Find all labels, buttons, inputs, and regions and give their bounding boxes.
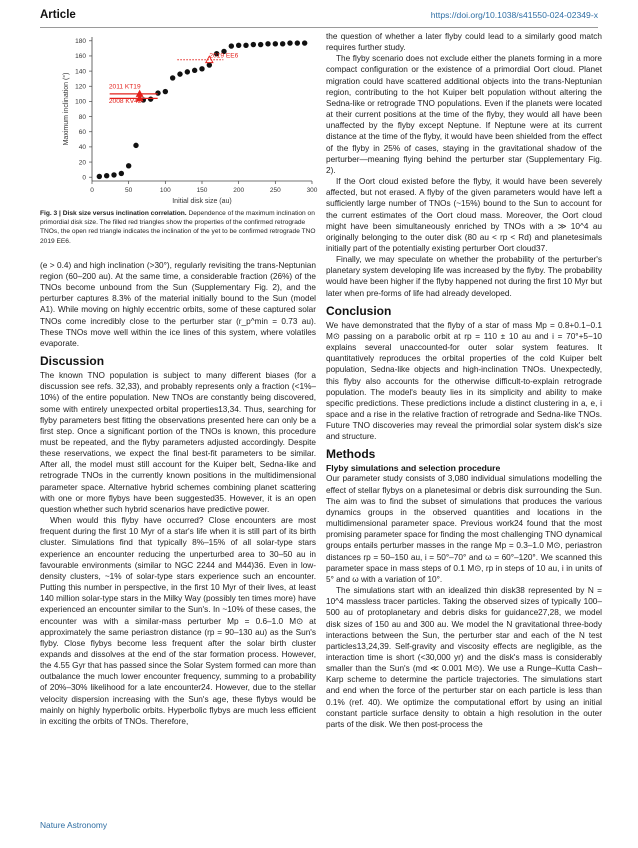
discussion-paragraph-1: The known TNO population is subject to many different biases (for a discussion see refs. 32,33), and probably represents only a fraction (<1%–10%) of the entire population. New TNOs are constantly being discovered, some with entirely unexpected orbital properties13,34. Thus, searching for flyby parameters best fitting the observations presented here can only be a first step. Once a significant portion of the TNOs is known, this procedure must be repeated, and the flyby parameters adjusted accordingly. Despite these reservations, we expect the final best-fit parameters to be similar. After all, the model must still account for the Kuiper belt, Sedna-like and retrograde TNOs in the currently known positions in the multidimensional parameter space. Alternative hybrid schemes combining planet scattering with one or more flybys have been suggested35. However, it is an open question whether such hybrid scenarios have predictive power. — [40, 371, 316, 514]
data-point — [273, 41, 278, 46]
right-paragraph-4: Finally, we may speculate on whether the probability of the perturber's planetary system developing life was increased by the flyby. The probability would have been higher if the flyby happened not during the first 10 Myr but later when pre-forms of life had already developed. — [326, 255, 602, 298]
data-point — [133, 143, 138, 148]
right-paragraph-1: the question of whether a later flyby could lead to a similarly good match requires further study. — [326, 32, 602, 53]
x-tick-label: 200 — [233, 187, 245, 194]
chart-labels — [62, 52, 239, 205]
caption-title: Fig. 3 | Disk size versus inclination correlation. — [40, 210, 187, 217]
chart-marks — [97, 40, 308, 179]
x-tick-label: 100 — [159, 187, 171, 194]
figure-caption — [40, 209, 316, 246]
x-tick-label: 300 — [306, 187, 318, 194]
right-paragraph-2: The flyby scenario does not exclude either the planets forming in a more compact configuration or the existence of a primordial Oort cloud. Planet migration could have scattered additional objects into the trans-Neptunian region, contributing to the hot Kuiper belt population without altering the Sedna-like or retrograde TNO populations. Even if the planets were located at their current positions at the time of the flyby, they would all have been unaffected by the flyby except Neptune. If Neptune were at its current distance at the time of the flyby, it would have been shielded from the effect of the flyby in 25% of cases, staying in the gravitational shadow of the perturber—meaning flying behind the perturber star (Supplementary Fig. 2). — [326, 54, 602, 175]
doi-link[interactable]: https://doi.org/10.1038/s41550-024-02349-x — [430, 10, 598, 20]
data-point — [192, 68, 197, 73]
data-point — [207, 62, 212, 67]
data-point — [126, 163, 131, 168]
data-point — [251, 42, 256, 47]
conclusion-heading: Conclusion — [326, 303, 392, 318]
y-tick-label: 140 — [75, 68, 86, 76]
y-tick-label: 40 — [78, 144, 86, 152]
data-point — [97, 174, 102, 179]
right-column — [326, 31, 602, 730]
y-tick-label: 0 — [82, 174, 86, 182]
y-tick-label: 80 — [78, 113, 86, 121]
x-tick-label: 250 — [269, 187, 281, 194]
discussion-paragraph-2: When would this flyby have occurred? Close encounters are most frequent during the first 10 Myr of a star's life when it is still part of its birth cluster. Simulations find that typically 8%–15% of all solar-type stars experience an encounter reducing the unperturbed area to 30–50 au in favourable environments (similar to NGC 2244 and M44)36. Even in low-density clusters, ~1% of solar-type stars experience such an encounter. Putting this number in perspective, in the first 10 Myr of their lives, at least 140 million solar-type stars in the Milky Way (possibly ten times more) have experienced an encounter similar to the Sun's. In ~10% of these cases, the encounter was with a similar-mass perturber Mp = 0.6–1.0 M⊙ at approximately the same periastron distance (rp = 90–130 au) as the Sun's flyby. Close flybys become less frequent after the solar birth cluster expands and dissolves at the end of the star formation process. However, the 4.55 Gyr that has passed since the Solar System formed can more than outbalance the much lower encounter frequency, summing to a probability of 20%–30% likelihood for a late encounter24. However, due to the stellar velocity dispersion increasing with the Sun's age, these flybys would be mainly on highly hyperbolic orbits. Hyperbolic flybys are much less efficient in exciting the orbits of TNOs. Therefore, — [40, 516, 316, 726]
annotation-label: 2008 KV42 — [108, 97, 142, 105]
data-point — [243, 43, 248, 48]
data-point — [119, 171, 124, 176]
left-column — [40, 31, 316, 727]
discussion-heading: Discussion — [40, 354, 105, 369]
right-paragraph-3: If the Oort cloud existed before the flyby, it would have been severely affected, but not erased. A flyby of the given parameters would have left a sufficiently large number of TNOs (~15%) bound to the Sun to account for the current estimates of the Oort cloud mass. Moreover, the Oort cloud might have been simultaneously enriched by TNOs with a ≫ 10^4 au originally belonging to the outer disk (80 au < rp < Rd) and planetesimals initially part of the potentially existing perturber Oort cloud37. — [326, 177, 602, 253]
data-point — [170, 75, 175, 80]
y-tick-label: 120 — [75, 83, 86, 91]
left-text-block — [40, 260, 316, 727]
data-point — [199, 66, 204, 71]
data-point — [287, 40, 292, 45]
y-tick-label: 180 — [75, 37, 86, 45]
data-point — [163, 89, 168, 94]
results-paragraph: (e > 0.4) and high inclination (>30°), regularly revisiting the trans-Neptunian region (60–200 au). At the same time, a considerable fraction (26%) of the TNOs become unbound from the Sun (Supplementary Fig. 2), and the perturber captures 8.3% of the material initially bound to the Sun (model A1). While moving on highly eccentric orbits, some of these captured solar TNOs come incredibly close to the perturber star (r_p^min = 0.73 au). These TNOs move well within the ice lines of this system, where volatiles evaporate. — [40, 260, 316, 348]
chart-axes — [92, 37, 312, 181]
header-divider — [40, 27, 598, 28]
data-point — [185, 69, 190, 74]
data-point — [148, 96, 153, 101]
section-label: Article — [40, 9, 76, 21]
annotation-label: 2011 KT19 — [108, 83, 141, 91]
methods-subheading: Flyby simulations and selection procedure — [326, 463, 501, 474]
data-point — [155, 90, 160, 95]
inclination-scatter-chart — [40, 31, 316, 205]
caption-text: Dependence of the maximum inclination on primordial disk size. The filled red triangles show the properties of the confirmed retrograde TNOs, the open red triangle indicates the inclination of the yet to be confirmed retrograde TNO 2019 EE6. — [40, 210, 316, 245]
data-point — [111, 172, 116, 177]
data-point — [258, 42, 263, 47]
y-tick-label: 60 — [78, 128, 86, 136]
methods-heading: Methods — [326, 447, 376, 462]
chart-ticks — [75, 38, 318, 194]
data-point — [236, 43, 241, 48]
journal-name: Nature Astronomy — [40, 820, 108, 830]
data-point — [295, 40, 300, 45]
x-tick-label: 150 — [196, 187, 208, 194]
data-point — [229, 43, 234, 48]
data-point — [265, 41, 270, 46]
y-tick-label: 20 — [78, 159, 86, 167]
data-point — [104, 173, 109, 178]
annotation-label: 2019 EE6 — [209, 52, 239, 60]
y-tick-label: 160 — [75, 53, 86, 61]
y-tick-label: 100 — [75, 98, 86, 106]
methods-paragraph-2: The simulations start with an idealized thin disk38 represented by N = 10^4 massless tracer particles. Taking the observed sizes of typically 100–500 au of protoplanetary and debris disks for guidance27,28, we model disk sizes of 150 au and 300 au. We model the N gravitational three-body interactions between the Sun, the perturber star and each of the N test particles13,24,39. Self-gravity and viscosity effects are negligible, as the interaction time is short (<30,000 yr) and the disk's mass is considerably smaller than the Sun's (md ≪ 0.001 M⊙). We use a Runge–Kutta Cash–Karp scheme to determine the particle trajectories. The simulations start and end when the force of the perturber star on each particle is less than 0.1% (ref. 40). We optimize the computational effort by using an initial constant particle surface density to obtain a high resolution in the outer parts of the disk. We then post-process the — [326, 586, 602, 729]
conclusion-paragraph: We have demonstrated that the flyby of a star of mass Mp = 0.8+0.1−0.1 M⊙ passing on a parabolic orbit at rp = 110 ± 10 au and i = 70°+5−10 explains several unaccounted-for outer solar system features. It quantitatively reproduces the orbital properties of the cold Kuiper belt population, Sedna-like objects and high-inclination TNOs. Unexpectedly, this flyby also accounts for the otherwise difficult-to-explain retrograde population. The model's beauty lies in its simplicity and ability to make specific predictions. These predictions include a distinct clustering in a, e, i space and a rise in the relative fraction of retrograde and Sedna-like TNOs. Future TNO discoveries may reveal the primordial solar system disk's size and structure. — [326, 320, 602, 442]
x-tick-label: 0 — [90, 187, 94, 194]
x-axis-label: Initial disk size (au) — [172, 198, 232, 205]
data-point — [280, 41, 285, 46]
methods-paragraph-1: Our parameter study consists of 3,080 individual simulations modelling the effect of stellar flybys on a planetesimal or debris disk surrounding the Sun. The aim was to find the subset of simulations that produces the various dynamics groups in the observed quantities and locations in the multidimensional parameter space. Previous work24 found that the most promising parameter space for finding the most challenging TNO dynamical groups entails perturber masses in the range Mp = 0.3–1.0 M⊙, periastron distances rp = 50–150 au, i = 50°–70° and ω = 60°–120°. We scanned this parameter space in mass steps of 0.1 M⊙, rp in steps of 10 au, i in units of 5° and ω with a variation of 10°. — [326, 474, 602, 584]
data-point — [177, 71, 182, 76]
data-point — [302, 40, 307, 45]
y-axis-label: Maximum inclination (°) — [63, 72, 70, 146]
x-tick-label: 50 — [125, 187, 133, 194]
